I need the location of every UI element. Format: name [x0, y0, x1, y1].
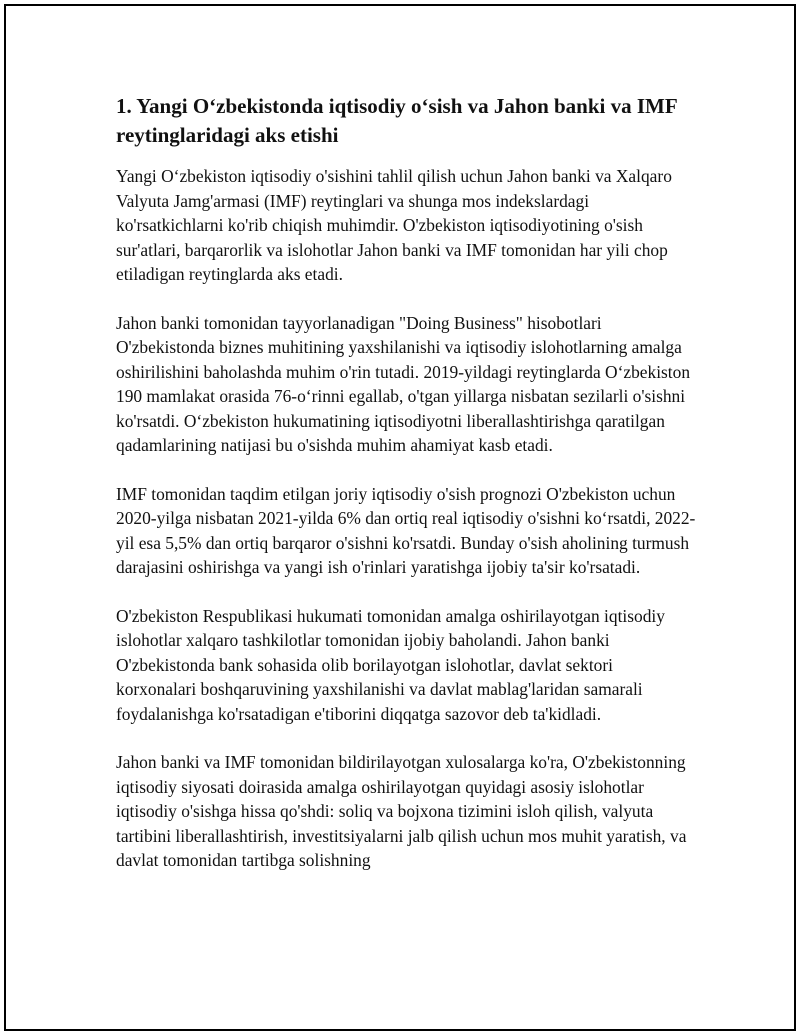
paragraph-imf-forecast: IMF tomonidan taqdim etilgan joriy iqtisodiy o'sish prognozi O'zbekiston uchun 2020-yilga nisbatan 2021-yilda 6% dan ortiq real iqtisodiy o'sishni ko‘rsatdi, 2022-yil esa 5,5% dan ortiq barqaror o'sishni ko'rsatdi. Bunday o'sish aholining turmush darajasini oshirishga va yangi ish o'rinlari yaratishga ijobiy ta'sir ko'rsatadi.: [116, 483, 696, 577]
paragraph-key-reforms: Jahon banki va IMF tomonidan bildirilayotgan xulosalarga ko'ra, O'zbekistonning iqtisodiy siyosati doirasida amalga oshirilayotgan quyidagi asosiy islohotlar iqtisodiy o'sishga hissa qo'shdi: soliq va bojxona tizimini isloh qilish, valyuta tartibini liberallashtirish, investitsiyalarni jalb qilish uchun mos muhit yaratish, va davlat tomonidan tartibga solishning: [116, 752, 687, 870]
document-body: [116, 92, 696, 897]
paragraph-intro: Yangi O‘zbekiston iqtisodiy o'sishini tahlil qilish uchun Jahon banki va Xalqaro Valyuta Jamg'armasi (IMF) reytinglari va shunga mos indekslardagi ko'rsatkichlarni ko'rib chiqish muhimdir. O'zbekiston iqtisodiyotining o'sish sur'atlari, barqarorlik va islohotlar Jahon banki va IMF tomonidan har yili chop etiladigan reytinglarda aks etadi.: [116, 166, 672, 284]
section-heading: 1. Yangi O‘zbekistonda iqtisodiy o‘sish va Jahon banki va IMF reytinglaridagi aks etishi: [116, 94, 677, 147]
paragraph-reforms-assessment: O'zbekiston Respublikasi hukumati tomonidan amalga oshirilayotgan iqtisodiy islohotlar xalqaro tashkilotlar tomonidan ijobiy baholandi. Jahon banki O'zbekistonda bank sohasida olib borilayotgan islohotlar, davlat sektori korxonalari boshqaruvining yaxshilanishi va davlat mablag'laridan samarali foydalanishga ko'rsatadigan e'tiborini diqqatga sazovor deb ta'kidladi.: [116, 605, 665, 724]
paragraph-doing-business: Jahon banki tomonidan tayyorlanadigan "Doing Business" hisobotlari O'zbekistonda biznes muhitining yaxshilanishi va iqtisodiy islohotlarning amalga oshirilishini baholashda muhim o'rin tutadi. 2019-yildagi reytinglarda O‘zbekiston 190 mamlakat orasida 76-o‘rinni egallab, o'tgan yillarga nisbatan sezilarli o'sishni ko'rsatdi. O‘zbekiston hukumatining iqtisodiyotni liberallashtirishga qaratilgan qadamlarining natijasi bu o'sishda muhim ahamiyat kasb etadi.: [116, 312, 691, 455]
